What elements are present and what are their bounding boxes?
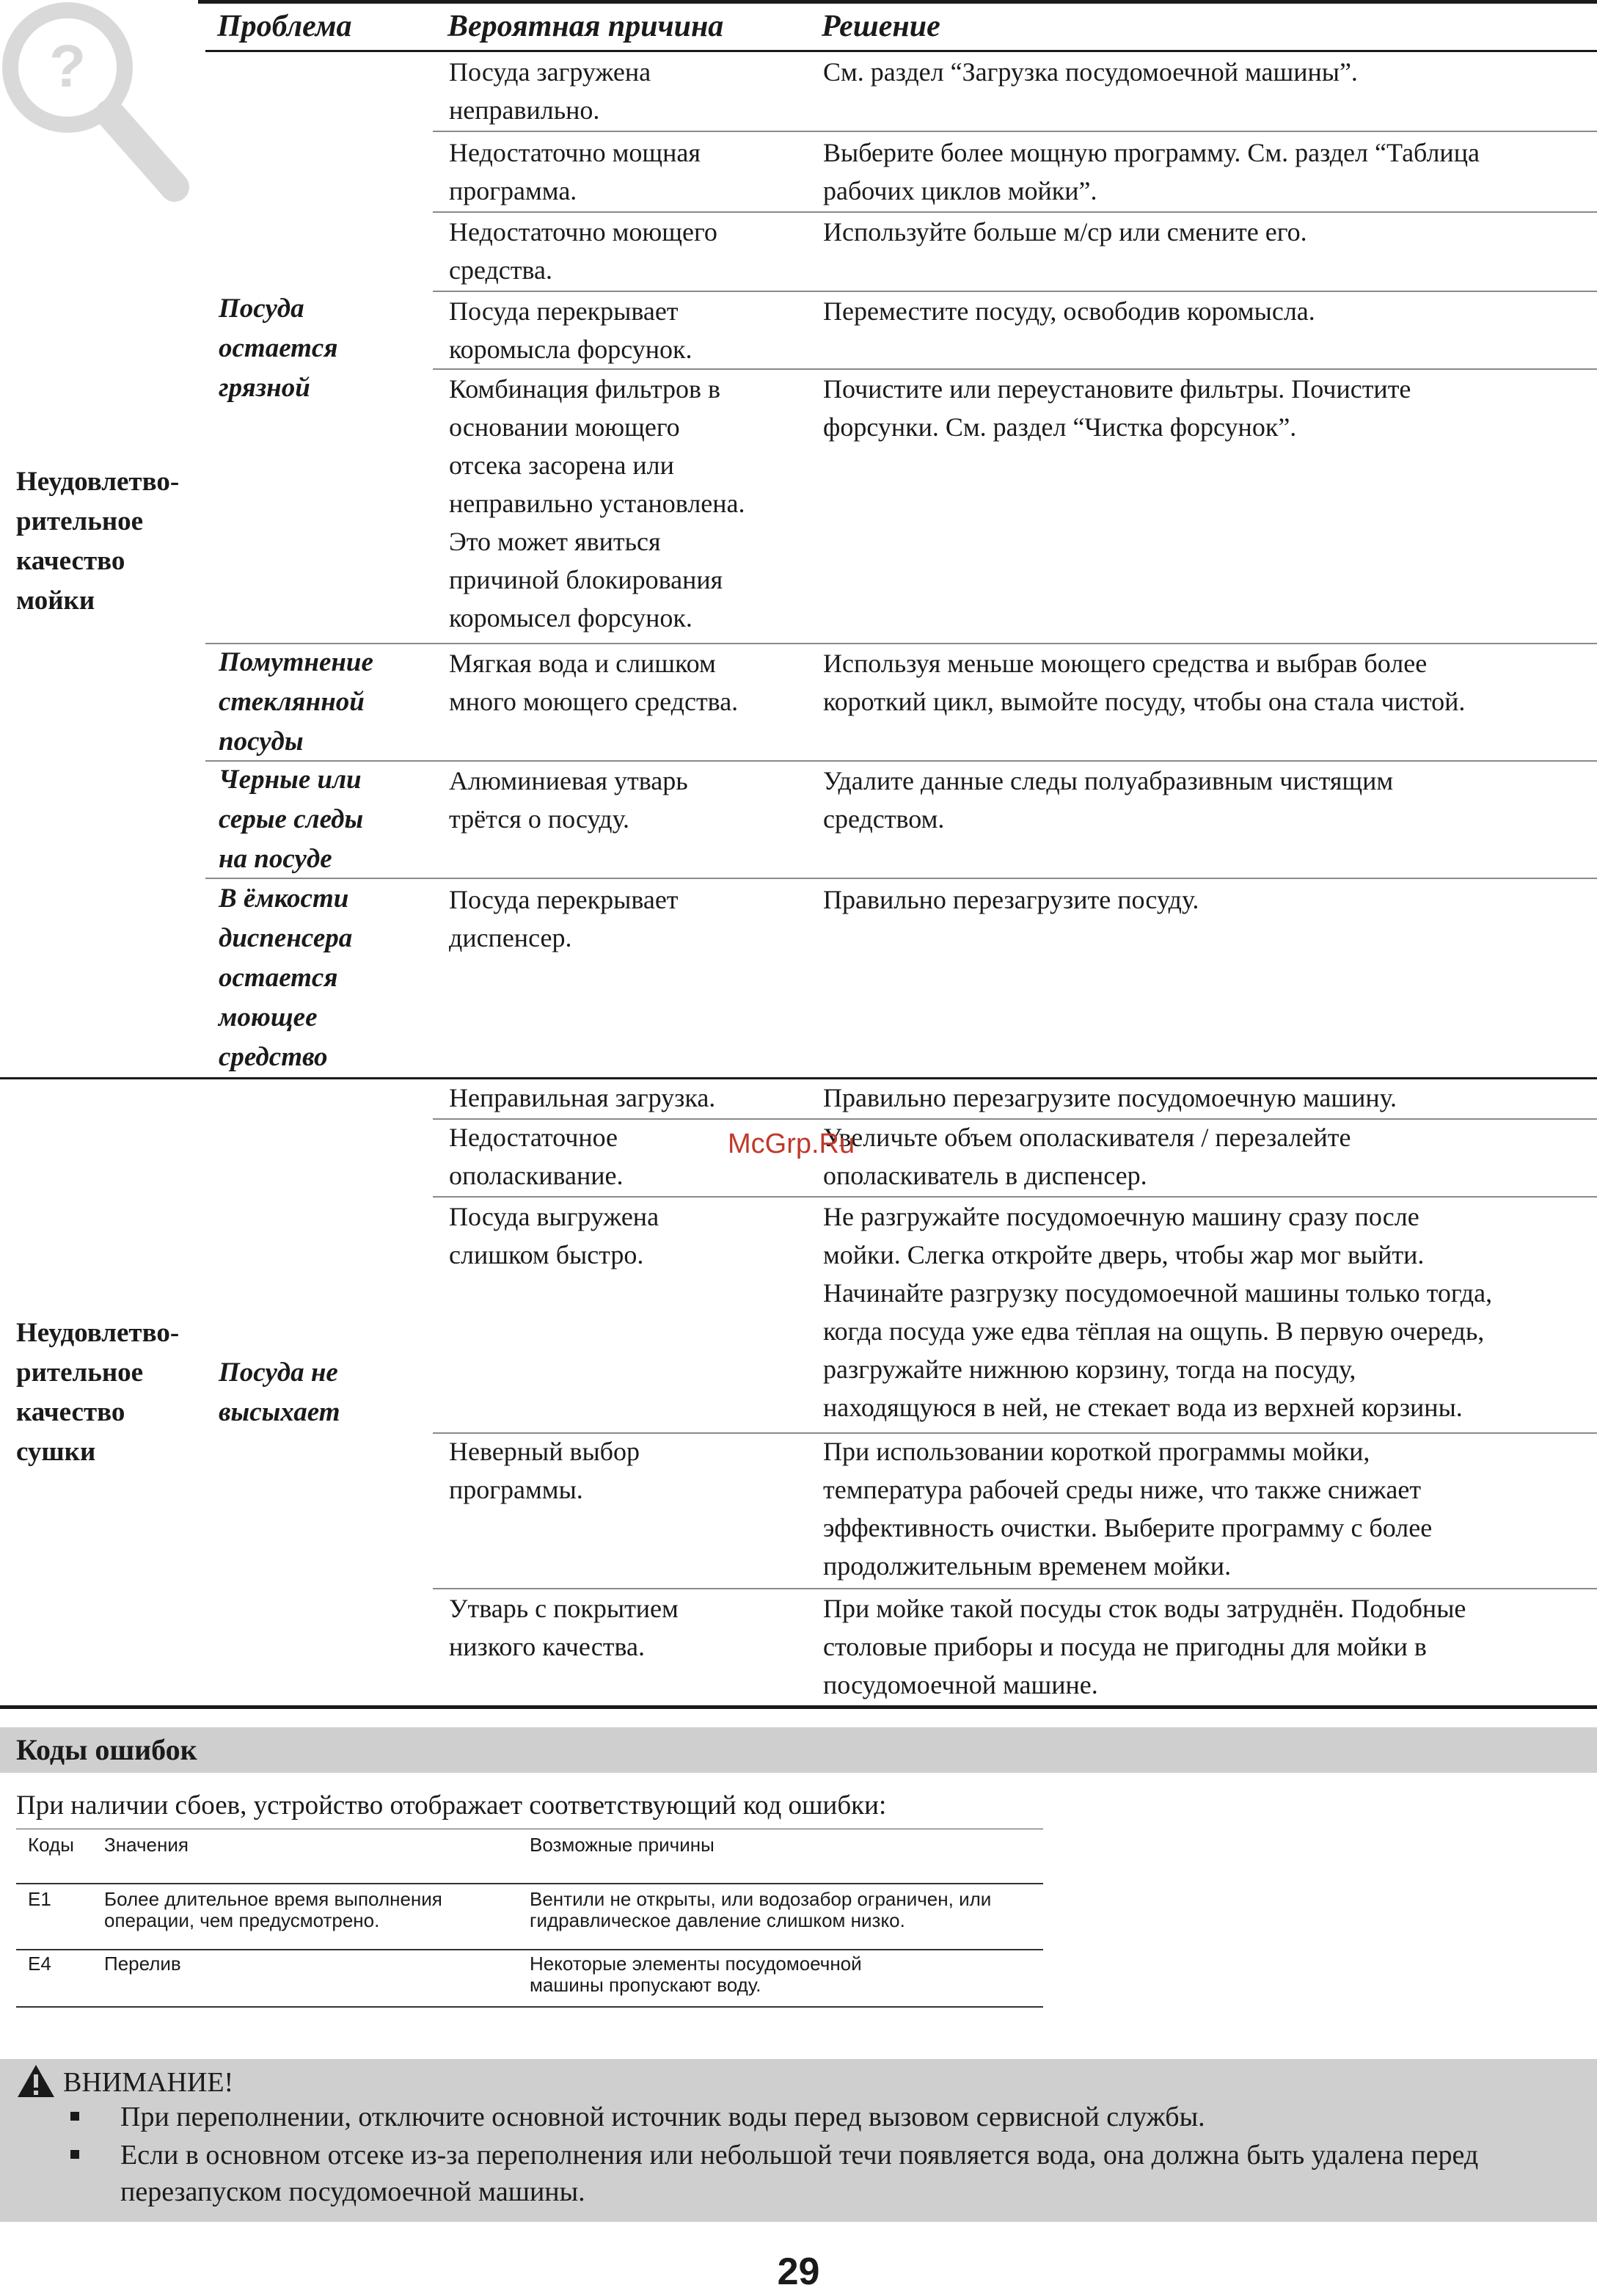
solution-cell: Используйте больше м/ср или смените его. [823,217,1307,247]
row-divider [205,878,1597,879]
solution-cell: При мойке такой посуды сток воды затруднён. Подобные столовые приборы и посуда не пригодны для мойки в посудомоечной машине. [823,1594,1466,1699]
warning-item: Если в основном отсеке из-за переполнения или небольшой течи появляется вода, она должна быть удалена перед перезапуском посудомоечной машины. [120,2140,1479,2207]
header-cause: Вероятная причина [447,10,724,43]
problem-detergent-left: В ёмкости диспенсера остается моющее средство [219,883,353,1072]
magnifier-question-icon [0,0,198,213]
problem-dirty-dishes: Посуда остается грязной [219,294,338,403]
cause-cell: Недостаточно мощная программа. [449,138,701,205]
solution-cell: Правильно перезагрузите посудомоечную машину. [823,1083,1397,1112]
solution-cell: Почистите или переустановите фильтры. Почистите форсунки. См. раздел “Чистка форсунок”. [823,374,1411,442]
solution-cell: Не разгружайте посудомоечную машину сразу после мойки. Слегка откройте дверь, чтобы жар мог выйти. Начинайте разгрузку посудомоечной машины только тогда, когда посуда уже едва тёплая на ощупь. В первую очередь, разгружайте нижнюю корзину, тогда на посуду, находящуюся в ней, не стекает вода из верхней корзины. [823,1202,1493,1422]
error-codes-title: Коды ошибок [16,1733,197,1766]
cause-cell: Комбинация фильтров в основании моющего отсека засорена или неправильно установлена. Это может явиться причиной блокирования коромысел форсунок. [449,374,745,633]
svg-text:?: ? [48,33,87,100]
header-problem: Проблема [217,10,352,43]
problem-cloudy-glass: Помутнение стеклянной посуды [219,647,373,757]
error-table-rule [16,1949,1043,1950]
error-header-meaning: Значения [104,1834,189,1856]
cause-cell: Посуда загружена неправильно. [449,57,651,125]
error-causes: Некоторые элементы посудомоечной машины пропускают воду. [530,1953,862,1996]
solution-cell: См. раздел “Загрузка посудомоечной машины”. [823,57,1358,87]
cause-cell: Неверный выбор программы. [449,1437,640,1504]
table-top-rule [198,0,1597,4]
cause-cell: Неправильная загрузка. [449,1083,716,1112]
cause-cell: Алюминиевая утварь трётся о посуду. [449,766,688,834]
bullet-icon [70,2150,79,2159]
error-code: E1 [28,1888,51,1910]
error-meaning: Более длительное время выполнения операции, чем предусмотрено. [104,1888,442,1931]
warning-item: При переполнении, отключите основной источник воды перед вызовом сервисной службы. [120,2102,1205,2132]
problem-black-marks: Черные или серые следы на посуде [219,765,364,874]
error-table-rule [16,1883,1043,1884]
cause-cell: Недостаточное ополаскивание. [449,1123,624,1190]
category-dry-quality: Неудовлетво- рительное качество сушки [16,1318,180,1467]
solution-cell: При использовании короткой программы мойки, температура рабочей среды ниже, что также снижает эффективность очистки. Выберите программу с более продолжительным временем мойки. [823,1437,1433,1581]
solution-cell: Используя меньше моющего средства и выбрав более короткий цикл, вымойте посуду, чтобы она стала чистой. [823,649,1466,716]
error-codes-bar [0,1727,1597,1773]
cause-cell: Посуда перекрывает коромысла форсунок. [449,296,692,364]
problem-not-dry: Посуда не высыхает [219,1357,340,1427]
warning-icon [16,2063,56,2099]
cause-cell: Мягкая вода и слишком много моющего средства. [449,649,739,716]
cause-cell: Посуда выгружена слишком быстро. [449,1202,659,1269]
solution-cell: Выберите более мощную программу. См. раздел “Таблица рабочих циклов мойки”. [823,138,1480,205]
table-bottom-rule [0,1705,1597,1709]
error-causes: Вентили не открыты, или водозабор ограничен, или гидравлическое давление слишком низко. [530,1888,992,1931]
watermark: McGrp.Ru [728,1129,855,1159]
cause-cell: Утварь с покрытием низкого качества. [449,1594,679,1661]
solution-cell: Удалите данные следы полуабразивным чистящим средством. [823,766,1394,834]
page-number: 29 [777,2251,820,2293]
error-header-code: Коды [28,1834,74,1856]
error-code: E4 [28,1953,51,1975]
cause-cell: Посуда перекрывает диспенсер. [449,885,679,952]
cause-cell: Недостаточно моющего средства. [449,217,717,285]
warning-title: ВНИМАНИЕ! [63,2067,234,2098]
error-meaning: Перелив [104,1953,181,1975]
header-solution: Решение [822,10,940,43]
error-codes-intro: При наличии сбоев, устройство отображает соответствующий код ошибки: [16,1790,887,1821]
error-table-bottom [16,2006,1043,2008]
solution-cell: Правильно перезагрузите посуду. [823,885,1199,914]
solution-cell: Переместите посуду, освободив коромысла. [823,296,1315,326]
bullet-icon [70,2112,79,2121]
header-bottom-rule [205,50,1597,52]
solution-cell: Увеличьте объем ополаскивателя / перезалейте ополаскиватель в диспенсер. [823,1123,1351,1190]
error-header-causes: Возможные причины [530,1834,715,1856]
category-wash-quality: Неудовлетво- рительное качество мойки [16,467,180,616]
row-divider [433,131,1597,132]
